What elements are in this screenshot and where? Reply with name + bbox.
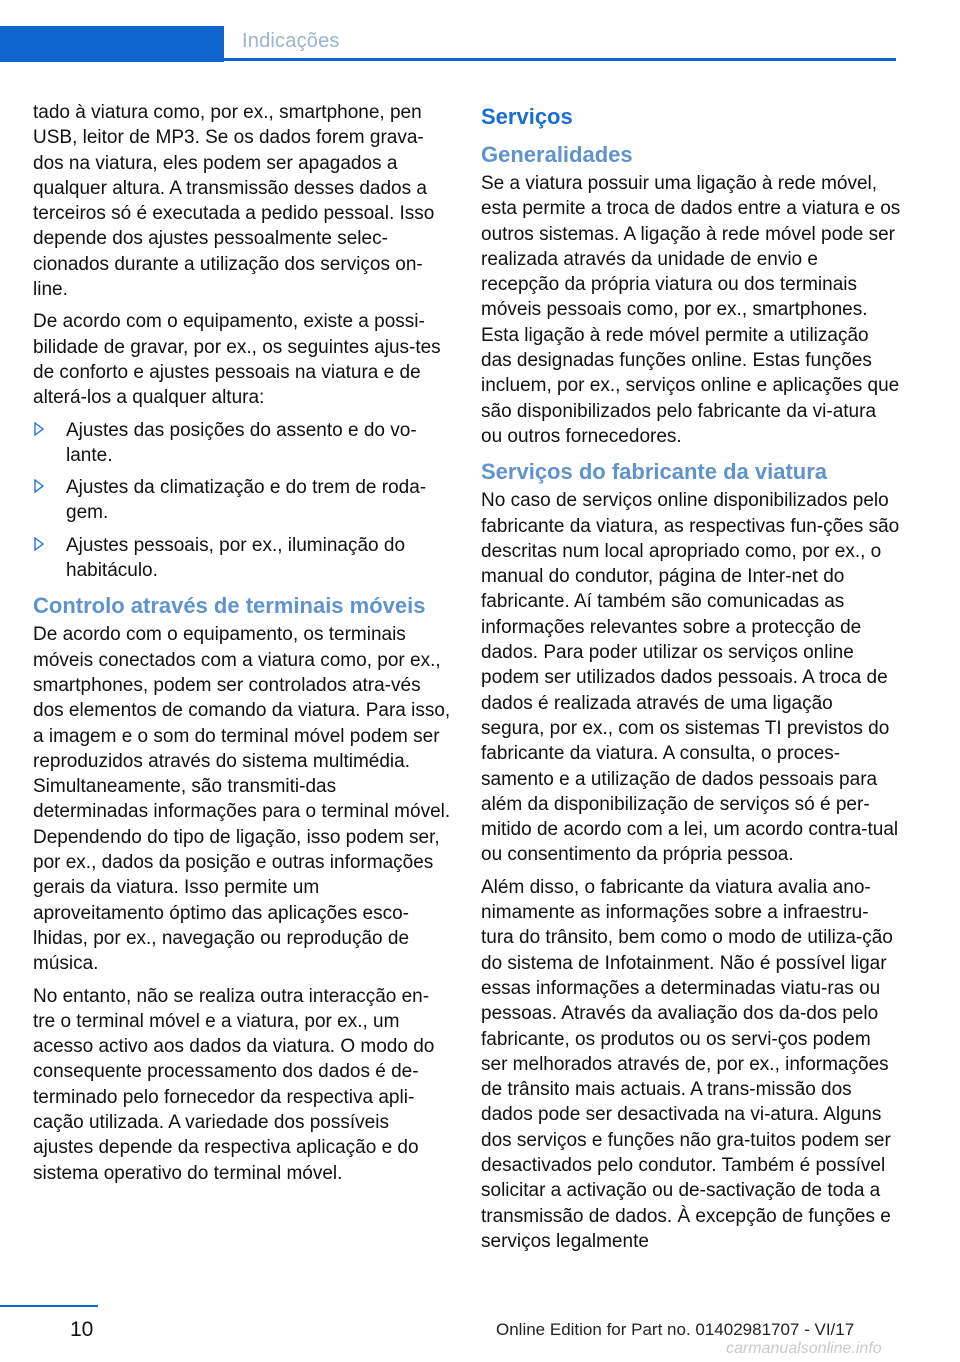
footer-rule [0, 1305, 98, 1307]
paragraph: Além disso, o fabricante da viatura avalia ano-nimamente as informações sobre a infraestru-tura do trânsito, bem como o modo de utiliza-ção do sistema de Infotainment. Não é possível ligar essas informações a determinadas viatu-ras ou pessoas. Através da avaliação dos da-dos pelo fabricante, os produtos ou os servi-ços podem ser melhorados através de, por ex., informações de trânsito mais actuais. A trans-missão dos dados pode ser desactivada na vi-atura. Alguns dos serviços e funções não gra-tuitos podem ser desactivados pelo condutor. Também é possível solicitar a activação ou de-sactivação de toda a transmissão de dados. À excepção de funções e serviços legalmente [481, 876, 893, 1252]
right-column [481, 100, 901, 1261]
triangle-right-outline-icon [34, 537, 44, 551]
subheading-mobile-control: Controlo através de terminais móveis [33, 593, 426, 619]
heading-services: Serviços [481, 104, 573, 129]
subheading-manufacturer-services: Serviços do fabricante da viatura [481, 459, 828, 485]
header-accent-bar [0, 26, 224, 62]
watermark: carmanualsonline.info [726, 1340, 882, 1357]
bullet-list [33, 418, 451, 584]
paragraph: De acordo com o equipamento, existe a possi-bilidade de gravar, por ex., os seguintes ajus-tes de conforto e ajustes pessoais na viatura e de alterá-los a qualquer altura: [33, 311, 441, 409]
left-column [33, 100, 451, 1193]
list-item [33, 418, 451, 469]
paragraph: tado à viatura como, por ex., smartphone, pen USB, leitor de MP3. Se os dados forem grava-dos na viatura, eles podem ser apagados a qualquer altura. A transmissão desses dados a terceiros só é executada a pedido pessoal. Isso depende dos ajustes pessoalmente selec-cionados durante a utilização dos serviços on-line. [33, 102, 435, 301]
triangle-right-outline-icon [34, 422, 44, 436]
list-item-text: Ajustes das posições do assento e do vo-lante. [66, 419, 417, 466]
paragraph: No caso de serviços online disponibilizados pelo fabricante da viatura, as respectivas fun-ções são descritas num local apropriado como, por ex., o manual do condutor, página de Inter-net do fabricante. Aí também são comunicadas as informações relevantes sobre a protecção de dados. Para poder utilizar os serviços online podem ser utilizados dados pessoais. A troca de dados é realizada através de uma ligação segura, por ex., com os sistemas TI previstos do fabricante da viatura. A consulta, o proces-samento e a utilização de dados pessoais para além da disponibilização de serviços só é per-mitido de acordo com a lei, um acordo contra-tual ou consentimento da própria pessoa. [481, 490, 900, 866]
page-number: 10 [70, 1318, 94, 1341]
paragraph: No entanto, não se realiza outra interacção en-tre o terminal móvel e a viatura, por ex., um acesso activo aos dados da viatura. O modo do consequente processamento dos dados é de-terminado pelo fornecedor da respectiva apli-cação utilizada. A variedade dos possíveis ajustes depende da respectiva aplicação e do sistema operativo do terminal móvel. [33, 985, 435, 1184]
section-title: Indicações [242, 30, 340, 52]
subheading-general: Generalidades [481, 142, 633, 167]
header-rule [224, 58, 896, 61]
edition-note: Online Edition for Part no. 01402981707 - VI/17 [496, 1320, 855, 1339]
paragraph: De acordo com o equipamento, os terminais móveis conectados com a viatura como, por ex., smartphones, podem ser controlados atra-vés dos elementos de comando da viatura. Para isso, a imagem e o som do terminal móvel podem ser reproduzidos através do sistema multimédia. Simultaneamente, são transmiti-das determinadas informações para o terminal móvel. Dependendo do tipo de ligação, isso podem ser, por ex., dados da posição e outras informações gerais da viatura. Isso permite um aproveitamento óptimo das aplicações esco-lhidas, por ex., navegação ou reprodução de música. [33, 624, 451, 975]
triangle-right-outline-icon [34, 479, 44, 493]
list-item-text: Ajustes pessoais, por ex., iluminação do habitáculo. [66, 534, 406, 582]
list-item-text: Ajustes da climatização e do trem de roda-gem. [66, 477, 427, 524]
list-item [33, 475, 451, 526]
paragraph: Se a viatura possuir uma ligação à rede móvel, esta permite a troca de dados entre a viatura e os outros sistemas. A ligação à rede móvel pode ser realizada através da unidade de envio e recepção da própria viatura ou dos terminais móveis pessoais como, por ex., smartphones. Esta ligação à rede móvel permite a utilização das designadas funções online. Estas funções incluem, por ex., serviços online e aplicações que são disponibilizados pelo fabricante da vi-atura ou outros fornecedores. [481, 173, 901, 447]
list-item [33, 533, 451, 584]
